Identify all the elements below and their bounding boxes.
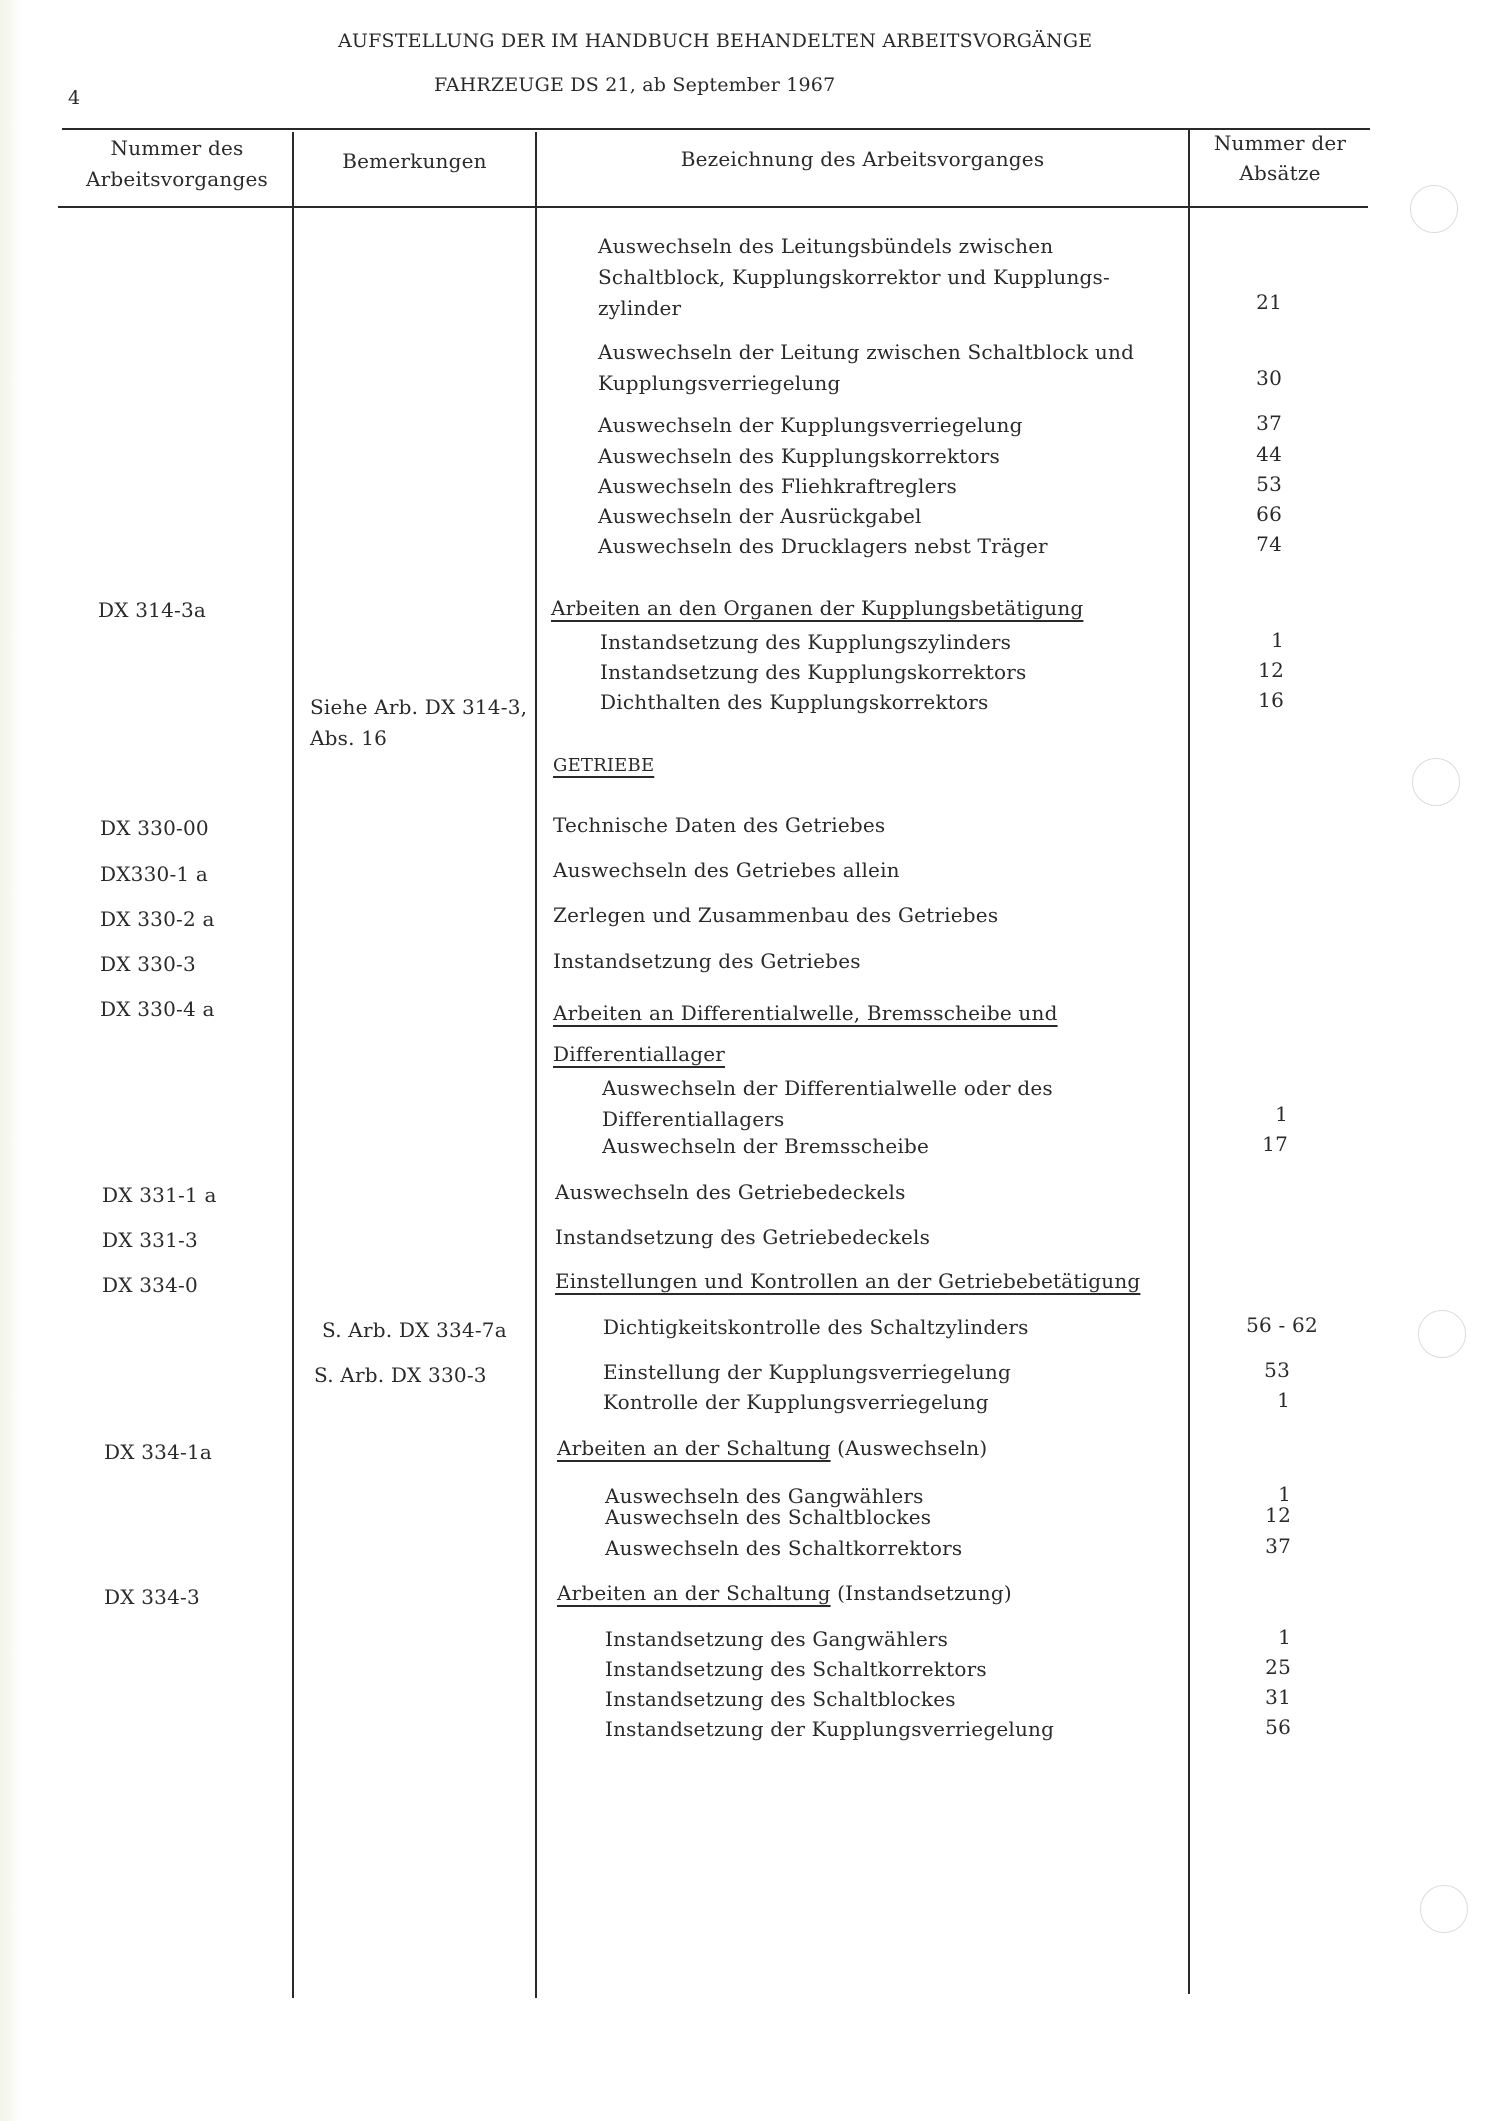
entry-paragraph: 56 - 62 [1246, 1313, 1318, 1337]
column-header-remarks: Bemerkungen [342, 149, 487, 173]
entry-description: Auswechseln des Fliehkraftreglers [598, 474, 957, 498]
column-divider-3 [1188, 128, 1190, 1994]
entry-paragraph: 66 [1256, 502, 1282, 526]
column-divider-2 [535, 132, 537, 1998]
operation-number: DX 330-3 [100, 952, 196, 976]
column-divider-1 [292, 132, 294, 1998]
operation-number: DX330-1 a [100, 862, 209, 886]
entry-paragraph: 25 [1265, 1655, 1291, 1679]
entry-description: Auswechseln des Drucklagers nebst Träger [598, 534, 1048, 558]
entry-paragraph: 74 [1256, 532, 1282, 556]
entry-description: Instandsetzung der Kupplungsverriegelung [605, 1717, 1055, 1741]
entry-description: Instandsetzung des Kupplungskorrektors [600, 660, 1027, 684]
operation-number: DX 330-4 a [100, 997, 215, 1021]
entry-description: Auswechseln des Getriebes allein [553, 858, 900, 882]
entry-description: Instandsetzung des Schaltblockes [605, 1687, 956, 1711]
entry-description: Auswechseln der Differentialwelle oder des Differentiallagers [602, 1076, 1053, 1131]
entry-paragraph: 21 [1256, 290, 1282, 314]
punch-hole-1 [1410, 185, 1458, 233]
entry-paragraph: 56 [1265, 1715, 1291, 1739]
entry-paragraph: 12 [1265, 1503, 1291, 1527]
entry-description: Instandsetzung des Schaltkorrektors [605, 1657, 987, 1681]
entry-description: Auswechseln des Getriebedeckels [555, 1180, 906, 1204]
entry-paragraph: 37 [1265, 1534, 1291, 1558]
entry-description: Dichtigkeitskontrolle des Schaltzylinders [603, 1315, 1029, 1339]
entry-description: Instandsetzung des Getriebedeckels [555, 1225, 931, 1249]
entry-description: Einstellung der Kupplungsverriegelung [603, 1360, 1011, 1384]
operation-number: DX 314-3a [98, 598, 207, 622]
entry-paragraph: 1 [1278, 1482, 1291, 1506]
punch-hole-2 [1412, 758, 1460, 806]
table-header-rule [58, 206, 1368, 208]
punch-hole-3 [1418, 1310, 1466, 1358]
section-heading: Arbeiten an der Schaltung (Auswechseln) [557, 1436, 988, 1460]
operation-number: DX 334-3 [104, 1585, 200, 1609]
section-heading: Arbeiten an Differentialwelle, Bremsscheibe und Differentiallager [553, 1001, 1058, 1066]
entry-paragraph: 53 [1264, 1358, 1290, 1382]
entry-description: Auswechseln des Schaltblockes [605, 1505, 932, 1529]
entry-description: Kontrolle der Kupplungsverriegelung [603, 1390, 989, 1414]
entry-paragraph: 1 [1277, 1388, 1290, 1412]
entry-description: Instandsetzung des Getriebes [553, 949, 861, 973]
entry-description: Instandsetzung des Kupplungszylinders [600, 630, 1012, 654]
entry-description: Technische Daten des Getriebes [553, 813, 886, 837]
operation-number: DX 330-2 a [100, 907, 215, 931]
entry-remark: S. Arb. DX 330-3 [314, 1363, 487, 1387]
operation-number: DX 331-1 a [102, 1183, 217, 1207]
entry-remark: S. Arb. DX 334-7a [322, 1318, 507, 1342]
section-heading: Einstellungen und Kontrollen an der Getriebebetätigung [555, 1269, 1141, 1293]
entry-paragraph: 37 [1256, 411, 1282, 435]
section-heading: Arbeiten an der Schaltung (Instandsetzung) [557, 1581, 1012, 1605]
column-header-paragraphs: Nummer der Absätze [1213, 131, 1347, 185]
entry-remark: Siehe Arb. DX 314-3, Abs. 16 [310, 695, 528, 750]
entry-description: Auswechseln der Kupplungsverriegelung [598, 413, 1023, 437]
entry-description: Dichthalten des Kupplungskorrektors [600, 690, 989, 714]
entry-description: Zerlegen und Zusammenbau des Getriebes [553, 903, 999, 927]
entry-description: Auswechseln der Bremsscheibe [602, 1134, 930, 1158]
entry-description: Auswechseln des Leitungsbündels zwischen Schaltblock, Kupplungskorrektor und Kupplungs- zylinder [598, 234, 1110, 320]
entry-description: Auswechseln des Gangwählers [605, 1484, 924, 1508]
entry-description: Auswechseln des Schaltkorrektors [605, 1536, 963, 1560]
column-header-description: Bezeichnung des Arbeitsvorganges [680, 147, 1045, 171]
entry-paragraph: 31 [1265, 1685, 1291, 1709]
entry-paragraph: 17 [1262, 1132, 1288, 1156]
paper-edge [0, 0, 22, 2121]
document-title: AUFSTELLUNG DER IM HANDBUCH BEHANDELTEN ARBEITSVORGÄNGE [338, 30, 1093, 52]
entry-paragraph: 16 [1258, 688, 1284, 712]
entry-paragraph: 53 [1256, 472, 1282, 496]
operation-number: DX 334-0 [102, 1273, 198, 1297]
page-number: 4 [68, 87, 81, 109]
entry-paragraph: 30 [1256, 366, 1282, 390]
punch-hole-4 [1420, 1885, 1468, 1933]
operation-number: DX 330-00 [100, 816, 209, 840]
operation-number: DX 334-1a [104, 1440, 213, 1464]
section-heading: Arbeiten an den Organen der Kupplungsbetätigung [551, 596, 1084, 620]
table-top-rule [62, 128, 1370, 130]
entry-paragraph: 1 [1275, 1102, 1288, 1126]
operation-number: DX 331-3 [102, 1228, 198, 1252]
entry-paragraph: 1 [1271, 628, 1284, 652]
entry-description: Auswechseln der Leitung zwischen Schaltblock und Kupplungsverriegelung [598, 340, 1135, 395]
chapter-heading: GETRIEBE [553, 755, 655, 776]
entry-paragraph: 12 [1258, 658, 1284, 682]
entry-description: Auswechseln der Ausrückgabel [598, 504, 922, 528]
entry-description: Auswechseln des Kupplungskorrektors [598, 444, 1000, 468]
entry-paragraph: 44 [1256, 442, 1282, 466]
document-subtitle: FAHRZEUGE DS 21, ab September 1967 [434, 74, 836, 96]
entry-paragraph: 1 [1278, 1625, 1291, 1649]
column-header-number: Nummer des Arbeitsvorganges [86, 136, 268, 191]
entry-description: Instandsetzung des Gangwählers [605, 1627, 949, 1651]
